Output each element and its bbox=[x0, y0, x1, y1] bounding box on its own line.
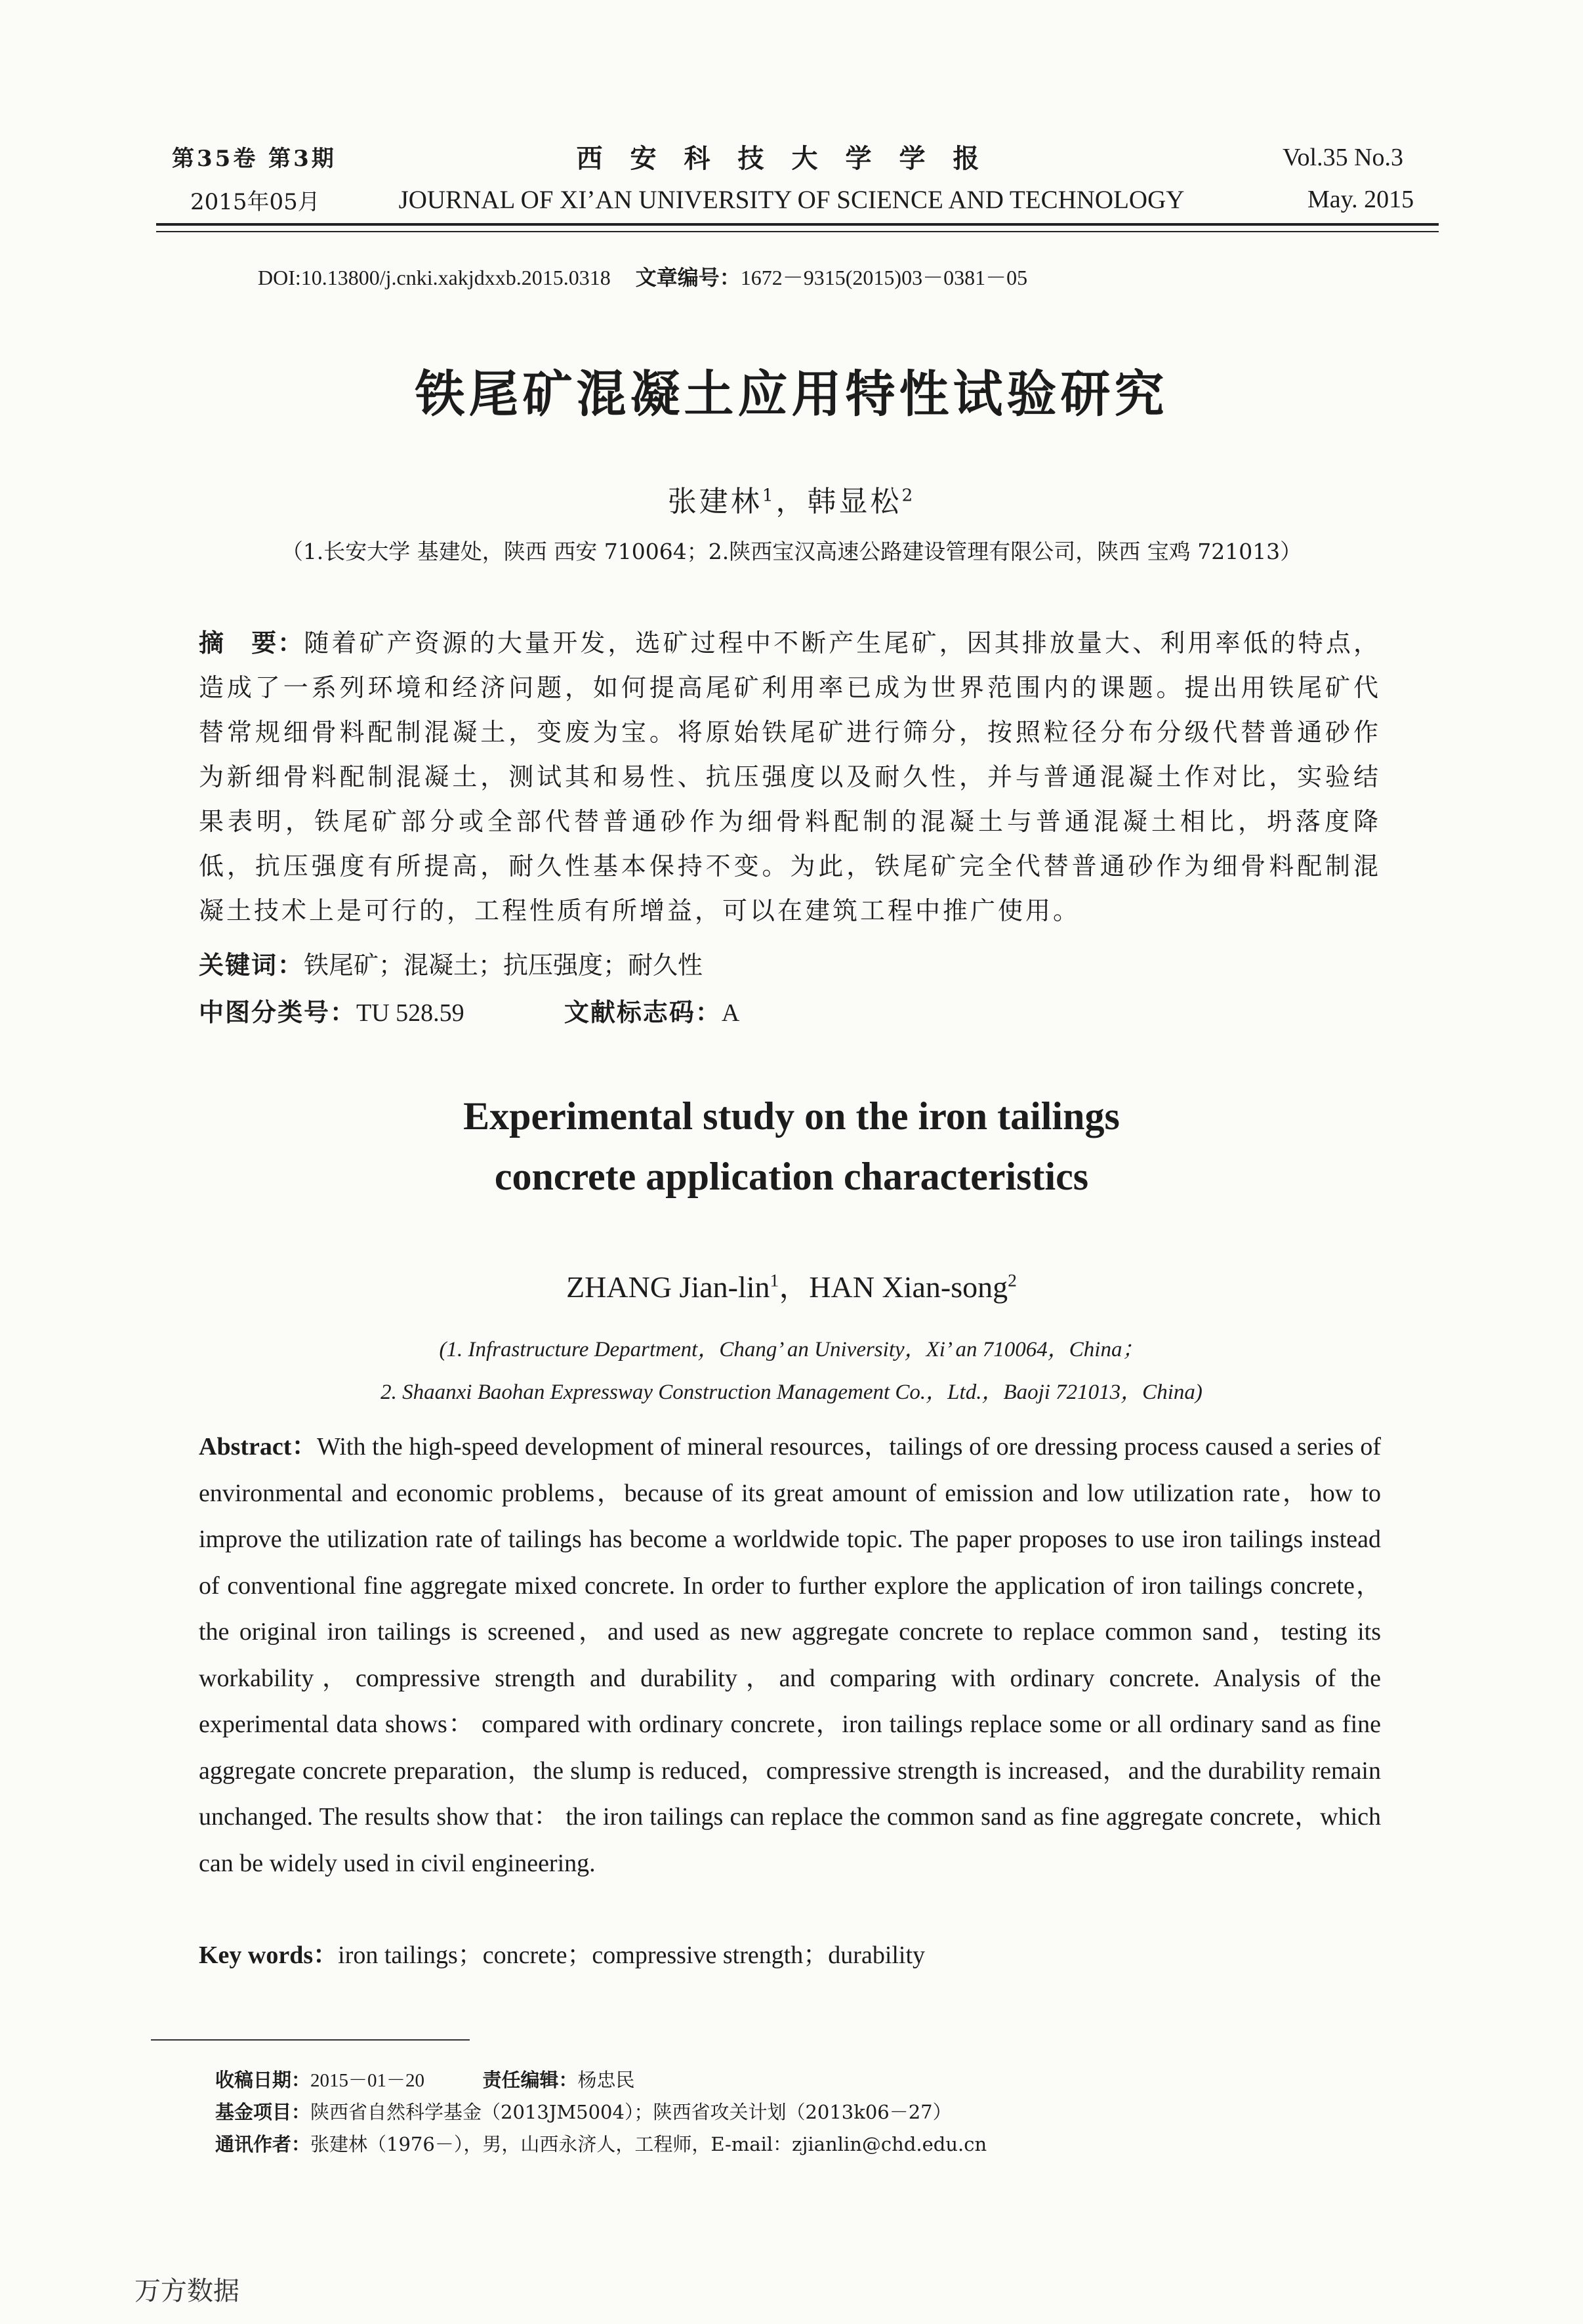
keywords-en bbox=[199, 1934, 925, 1970]
author-separator: ， bbox=[775, 485, 808, 518]
authors-en bbox=[0, 1263, 1583, 1306]
author-2-sup: 2 bbox=[901, 485, 916, 506]
footnote-received bbox=[215, 2065, 635, 2092]
clc-label: 中图分类号： bbox=[199, 998, 357, 1027]
date-en: May. 2015 bbox=[1307, 186, 1414, 213]
volume-issue-cn: 第35卷 第3期 bbox=[172, 146, 337, 172]
footnote-corresponding-author bbox=[215, 2130, 987, 2157]
keywords-cn bbox=[199, 945, 1381, 981]
date-cn: 2015年05月 bbox=[190, 189, 320, 215]
author-1-en: ZHANG Jian-lin bbox=[566, 1270, 770, 1304]
article-number: 1672－9315(2015)03－0381－05 bbox=[740, 266, 1028, 289]
classification-line bbox=[199, 992, 1381, 1028]
watermark: 万方数据 bbox=[134, 2276, 239, 2306]
abstract-en-label: Abstract： bbox=[199, 1433, 318, 1461]
author-2-en: HAN Xian-song bbox=[809, 1270, 1008, 1304]
affiliation-en-1: (1. Infrastructure Department，Chang’ an University，Xi’ an 710064，China； bbox=[439, 1338, 1144, 1361]
keywords-cn-text: 铁尾矿；混凝土；抗压强度；耐久性 bbox=[304, 951, 703, 980]
corresponding-author-label: 通讯作者： bbox=[215, 2133, 311, 2155]
document-code: A bbox=[721, 999, 740, 1027]
doi: DOI:10.13800/j.cnki.xakjdxxb.2015.0318 bbox=[258, 266, 611, 289]
fund-label: 基金项目： bbox=[215, 2101, 311, 2123]
article-number-label: 文章编号： bbox=[635, 265, 741, 290]
document-code-label: 文献标志码： bbox=[564, 998, 722, 1027]
affiliation-en-2: 2. Shaanxi Baohan Expressway Construction Management Co.，Ltd.，Baoji 721013，China) bbox=[380, 1380, 1203, 1404]
corresponding-author-text: 张建林（1976－），男，山西永济人，工程师，E-mail：zjianlin@chd.edu.cn bbox=[310, 2133, 987, 2155]
editor-label: 责任编辑： bbox=[482, 2069, 578, 2091]
affiliations-cn: （1.长安大学 基建处，陕西 西安 710064；2.陕西宝汉高速公路建设管理有限公司，陕西 宝鸡 721013） bbox=[281, 539, 1302, 564]
author-2-en-sup: 2 bbox=[1008, 1270, 1017, 1291]
title-en-line-2: concrete application characteristics bbox=[494, 1155, 1089, 1198]
keywords-cn-label: 关键词： bbox=[199, 951, 304, 980]
fund-text: 陕西省自然科学基金（2013JM5004）；陕西省攻关计划（2013k06－27） bbox=[310, 2101, 952, 2123]
author-2-cn: 韩显松 bbox=[807, 485, 902, 518]
title-en-line-1: Experimental study on the iron tailings bbox=[463, 1094, 1120, 1138]
received-date: 2015－01－20 bbox=[310, 2070, 425, 2091]
author-1-cn: 张建林 bbox=[667, 485, 762, 518]
doi-line bbox=[258, 261, 1027, 291]
title-en bbox=[0, 1086, 1583, 1207]
keywords-en-label: Key words： bbox=[199, 1941, 339, 1969]
received-label: 收稿日期： bbox=[215, 2069, 311, 2091]
journal-name-cn: 西安科技大学学报 bbox=[576, 143, 1007, 174]
author-1-sup: 1 bbox=[762, 485, 776, 506]
header-rule bbox=[156, 223, 1439, 226]
abstract-en-text: With the high-speed development of mineral resources，tailings of ore dressing process caused a series of environmental and economic problems，because of its great amount of emission and low utilization rate，how to improve the utilization rate of tailings has become a worldwide topic. The paper proposes to use iron tailings instead of conventional fine aggregate mixed concrete. In order to further explore the application of iron tailings concrete，the original iron tailings is screened，and used as new aggregate concrete to replace common sand，testing its workability，compressive strength and durability，and comparing with ordinary concrete. Analysis of the experimental data shows： compared with ordinary concrete，iron tailings replace some or all ordinary sand as fine aggregate concrete preparation，the slump is reduced，compressive strength is increased，and the durability remain unchanged. The results show that： the iron tailings can replace the common sand as fine aggregate concrete，which can be widely used in civil engineering. bbox=[199, 1433, 1381, 1877]
abstract-cn-text: 随着矿产资源的大量开发，选矿过程中不断产生尾矿，因其排放量大、利用率低的特点，造成了一系列环境和经济问题，如何提高尾矿利用率已成为世界范围内的课题。提出用铁尾矿代替常规细骨料配制混凝土，变废为宝。将原始铁尾矿进行筛分，按照粒径分布分级代替普通砂作为新细骨料配制混凝土，测试其和易性、抗压强度以及耐久性，并与普通混凝土作对比，实验结果表明，铁尾矿部分或全部代替普通砂作为细骨料配制的混凝土与普通混凝土相比，坍落度降低，抗压强度有所提高，耐久性基本保持不变。为此，铁尾矿完全代替普通砂作为细骨料配制混凝土技术上是可行的，工程性质有所增益，可以在建筑工程中推广使用。 bbox=[199, 629, 1381, 925]
title-cn: 铁尾矿混凝土应用特性试验研究 bbox=[415, 365, 1168, 423]
authors-cn bbox=[0, 478, 1583, 520]
header-rule-thin bbox=[156, 231, 1439, 232]
footnote-rule bbox=[151, 2039, 470, 2041]
author-1-en-sup: 1 bbox=[770, 1270, 779, 1291]
keywords-en-text: iron tailings；concrete；compressive strength；durability bbox=[338, 1941, 926, 1969]
abstract-en bbox=[199, 1424, 1381, 1886]
journal-name-en: JOURNAL OF XI’AN UNIVERSITY OF SCIENCE AND TECHNOLOGY bbox=[398, 186, 1185, 214]
abstract-cn bbox=[199, 621, 1381, 933]
editor-name: 杨忠民 bbox=[577, 2069, 635, 2091]
abstract-cn-label: 摘 要： bbox=[199, 629, 304, 657]
volume-issue-en: Vol.35 No.3 bbox=[1283, 144, 1404, 171]
author-en-separator: ， bbox=[779, 1270, 810, 1304]
clc-number: TU 528.59 bbox=[356, 999, 464, 1027]
footnote-fund bbox=[215, 2098, 952, 2125]
